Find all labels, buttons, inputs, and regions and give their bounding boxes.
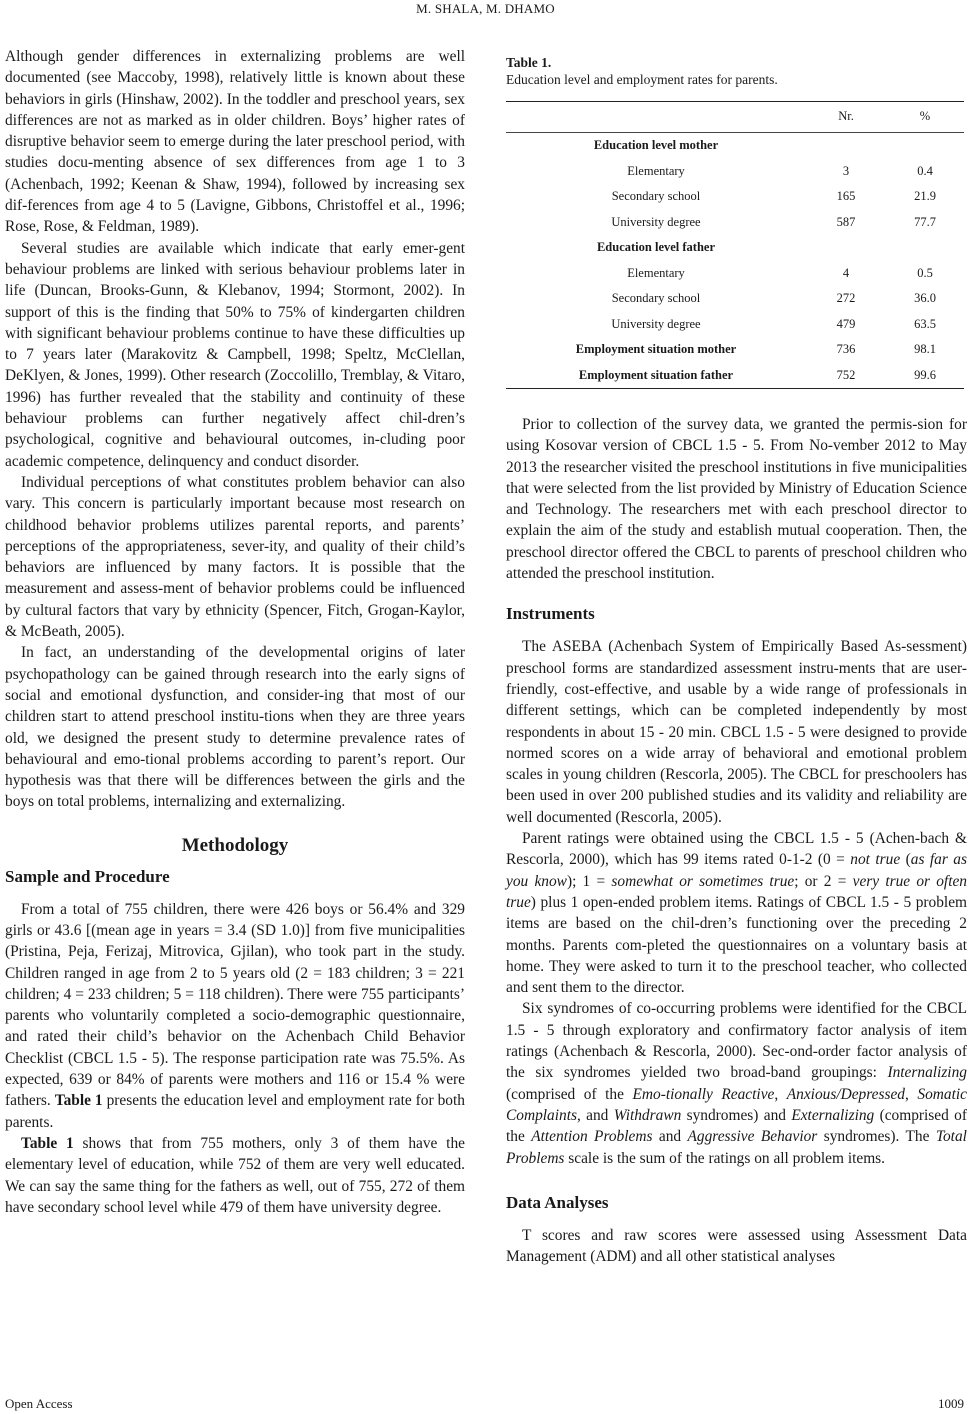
paragraph: From a total of 755 children, there were 426 boys or 56.4% and 329 girls or 43.6 [(mean age in years = 3.4 (SD 1.0)] from five municipalities (Pristina, Peja, Ferizaj, Mitrovica, Gjilan), who took part in the study. Children ranged in age from 2 to 5 years old (2 = 183 children; 3 = 221 children; 4 = 233 children; 5 = 118 children). There were 755 participants’ parents who voluntarily completed a socio-demographic questionnaire, and rated their child’s behavior on the Achenbach Child Behavior Checklist (CBCL 1.5 - 5). The response participation rate was 75.5%. As expected, 639 or 84% of parents were mothers and 116 or 15.4 % were fathers. Table 1 presents the education level and employment rate for both parents. (5, 900, 465, 1131)
table-cell-nr: 3 (842, 163, 850, 178)
table-cell-percent: 77.7 (914, 214, 936, 229)
paragraph: In fact, an understanding of the developmental origins of later psychopathology can be gained through research into the early signs of social and emotional dysfunction, and consider-ing that most of our children start to attend preschool institu-tions when they are three years old, we designed the present study to determine prevalence rates of behavioural and emo-tional problems according to parent’s report. Our hypothesis was that there will be differences between the girls and the boys on total problems, internalizing and externalizing. (5, 644, 465, 811)
paragraph: Prior to collection of the survey data, we granted the permis-sion for using Kosovar version of CBCL 1.5 - 5. From No-vember 2012 to May 2013 the researcher visited the preschool institutions in five municipalities that were selected from the list provided by Ministry of Education Science and Technology. The researchers met with each preschool director to explain the aim of the study and establish mutual cooperation. Then, the preschool director offered the CBCL to parents of preschool children who attended the preschool institution. (506, 416, 967, 583)
table-cell-percent: 36.0 (914, 291, 936, 306)
paragraph: Several studies are available which indicate that early emer-gent behaviour problems are linked with serious behaviour problems later in life (Duncan, Brooks-Gunn, & Klebanov, 1994; Stormont, 2002). In support of this is the finding that 50% to 75% of kindergarten children with significant behaviour problems continue to have these difficulties up to 7 years later (Marakovitz & Campbell, 1998; Speltz, McClellan, DeKlyen, & Jones, 1999). Other research (Zoccolillo, Tremblay, & Vitaro, 1996) has further revealed that the stability and continuity of these behaviour problems can further negatively affect chil-dren’s psychological, cognitive and behavioural outcomes, in-cluding poor academic competence, delinquency and conduct disorder. (5, 239, 465, 470)
table-row-label: Secondary school (611, 291, 701, 306)
table-cell-nr (806, 235, 886, 261)
table-row (506, 261, 964, 287)
table-cell-nr: 479 (836, 316, 856, 331)
table-group-label: Education level father (596, 240, 716, 255)
left-column (5, 46, 465, 1218)
table-header-blank (506, 102, 806, 133)
table-row-label: Elementary (627, 265, 685, 280)
table-cell-nr: 752 (836, 367, 856, 382)
subsection-heading-sample: Sample and Procedure (5, 866, 170, 886)
table-row (506, 210, 964, 236)
table-reference: Table 1 (54, 1092, 103, 1110)
paragraph: The ASEBA (Achenbach System of Empirically Based As-sessment) preschool forms are standardized assessment instru-ments that are user-friendly, cost-effective, and usable by a wide range of professionals in different settings, which can be completed independently by most respondents in about 15 - 20 min. CBCL 1.5 - 5 were designed to provide normed scores on a wide array of behavioral and emotional problem scales in young children (Rescorla, 2005). The CBCL for preschoolers has been used in over 200 published studies and its validity and reliability are well documented (Rescorla, 2005). (506, 638, 967, 826)
table-cell-percent (886, 235, 964, 261)
table-row (506, 312, 964, 338)
running-head: M. SHALA, M. DHAMO (416, 1, 555, 16)
table-reference: Table 1 (21, 1134, 74, 1152)
table-cell-nr: 272 (836, 291, 856, 306)
table-cell-percent (886, 133, 964, 159)
table-caption-text: Education level and employment rates for parents. (506, 72, 778, 87)
table-cell-percent: 99.6 (914, 367, 936, 382)
table-body (506, 133, 964, 389)
table-cell-nr (806, 133, 886, 159)
table-row (506, 363, 964, 389)
paragraph: Although gender differences in externalizing problems are well documented (see Maccoby, 1998), relatively little is known about these behaviors in girls (Hinshaw, 2002). In the toddler and preschool years, sex differences are not as marked as in older children. Boys’ higher rates of disruptive behavior seem to emerge during the later preschool period, with studies docu-menting absence of sex differences from age 1 to 3 (Achenbach, 1992; Keenan & Shaw, 1994), followed by increasing sex dif-ferences from age 4 to 5 (Lavigne, Gibbons, Christoffel et al., 1996; Rose, Rose, & Feldman, 1989). (5, 48, 465, 236)
table-row (506, 159, 964, 185)
table-row (506, 337, 964, 363)
table-row-label: University degree (611, 214, 701, 229)
table-cell-percent: 21.9 (914, 189, 936, 204)
table-row (506, 286, 964, 312)
paragraph: Six syndromes of co-occurring problems were identified for the CBCL 1.5 - 5 through exploratory and confirmatory factor analysis of item ratings (Achenbach & Rescorla, 2000). Sec-ond-order factor analysis of the six syndromes yielded two broad-band groupings: Internalizing (comprised of the Emo-tionally Reactive, Anxious/Depressed, Somatic Complaints, and Withdrawn syndromes) and Externalizing (comprised of the Attention Problems and Aggressive Behavior syndromes). The Total Problems scale is the sum of the ratings on all problem items. (506, 1000, 967, 1167)
section-heading-methodology: Methodology (181, 834, 289, 856)
subsection-heading-instruments: Instruments (506, 604, 595, 624)
table-row (506, 184, 964, 210)
table-header-percent: % (886, 102, 964, 133)
table-cell-nr: 165 (836, 189, 856, 204)
table-group-label: Education level mother (593, 138, 719, 153)
table-cell-nr: 4 (842, 265, 850, 280)
table-row-label: Secondary school (611, 189, 701, 204)
footer-open-access: Open Access (5, 1396, 73, 1411)
table-cell-percent: 98.1 (914, 342, 936, 357)
paragraph: Parent ratings were obtained using the CBCL 1.5 - 5 (Achen-bach & Rescorla, 2000), which has 99 items rated 0-1-2 (0 = not true (as far as you know); 1 = somewhat or sometimes true; or 2 = very true or often true) plus 1 open-ended problem items. Ratings of CBCL 1.5 - 5 problem items are based on the chil-dren’s functioning over the preceding 2 months. Parents com-pleted the questionnaires on a voluntary basis at home. They were asked to turn it to the preschool teacher, who collected and sent them to the director. (506, 830, 968, 997)
page-number: 1009 (938, 1396, 964, 1411)
table-label: Table 1. (506, 55, 552, 70)
paragraph: T scores and raw scores were assessed using Assessment Data Management (ADM) and all other statistical analyses (506, 1226, 967, 1266)
table-cell-percent: 63.5 (914, 316, 936, 331)
table-caption (506, 54, 967, 88)
subsection-heading-data-analyses: Data Analyses (506, 1192, 609, 1212)
table-row-label: University degree (611, 316, 701, 331)
table-row (506, 133, 964, 159)
paragraph: Table 1 shows that from 755 mothers, only 3 of them have the elementary level of education, while 752 of them are very well educated. We can say the same thing for the fathers as well, out of 755, 272 of them have secondary school level while 479 of them have university degree. (5, 1134, 465, 1216)
table-group-label: Employment situation mother (575, 342, 737, 357)
table-header-nr: Nr. (806, 102, 886, 133)
table-1 (506, 101, 964, 389)
table-cell-percent: 0.5 (917, 265, 933, 280)
table-group-label: Employment situation father (578, 367, 734, 382)
table-row-label: Elementary (627, 163, 685, 178)
table-row (506, 235, 964, 261)
table-cell-nr: 587 (836, 214, 856, 229)
table-cell-percent: 0.4 (917, 163, 933, 178)
right-column (506, 46, 967, 1267)
table-cell-nr: 736 (836, 342, 856, 357)
paragraph: Individual perceptions of what constitutes problem behavior can also vary. This concern is particularly important because most research on childhood behavior problems utilizes parental reports, and parents’ perceptions of the appropriateness, sever-ity, and quality of their child’s behaviors are influenced by many factors. It is possible that the measurement and assess-ment of behavior problems could be influenced by cultural factors that vary by ethnicity (Spencer, Fitch, Grogan-Kaylor, & McBeath, 2005). (5, 473, 465, 641)
